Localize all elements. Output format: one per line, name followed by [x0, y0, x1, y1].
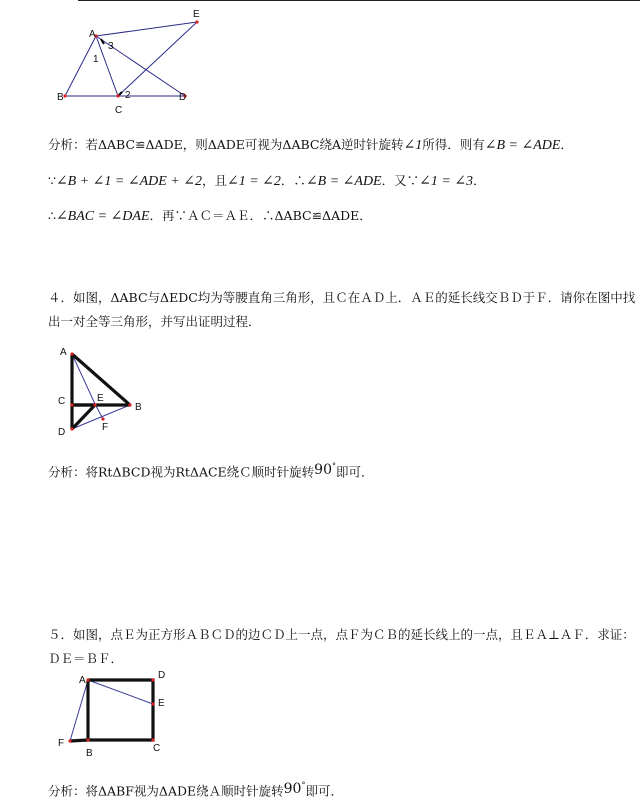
point-B: [128, 403, 131, 406]
point-C: [151, 738, 154, 741]
point-D: [70, 427, 73, 430]
segment-AB: [65, 36, 96, 96]
angle-label-1: 1: [93, 54, 99, 65]
label-C: C: [153, 743, 161, 754]
label-C: C: [58, 396, 66, 407]
label-B: B: [86, 748, 93, 759]
segment-FB: [70, 740, 88, 741]
label-A: A: [89, 29, 96, 40]
top-rule: [78, 0, 640, 1]
point-F: [68, 739, 71, 742]
segment-AE: [72, 354, 95, 404]
problem-5-text: ５．如图，点Ｅ为正方形ＡＢＣＤ的边ＣＤ上一点，点Ｆ为ＣＢ的延长线上的一点，且ＥＡ⊥ＡＦ．求证：ＤＥ＝ＢＦ．: [48, 627, 635, 666]
label-E: E: [97, 393, 104, 404]
label-A: A: [79, 675, 86, 686]
point-B: [63, 94, 66, 97]
angle-label-2: 2: [125, 90, 131, 101]
label-F: F: [102, 422, 109, 433]
analysis-3-line-2: ∵∠B + ∠1 = ∠ADE + ∠2，且∠1 = ∠2．∴∠B = ∠ADE．又∵∠1 = ∠3．: [48, 173, 486, 189]
label-B: B: [135, 402, 142, 413]
point-F: [101, 417, 104, 420]
point-A: [86, 678, 89, 681]
label-D: D: [179, 92, 187, 103]
analysis-3-line-3: ∴∠BAC = ∠DAE．再∵ＡＣ＝ＡＥ．∴ΔABC≌ΔADE．: [48, 208, 372, 224]
label-D: D: [58, 427, 66, 438]
point-E: [151, 702, 154, 705]
figure-1: [55, 6, 205, 116]
segment-DB: [72, 405, 130, 429]
square-ABCD: [88, 680, 153, 740]
angle-label-3: 3: [108, 41, 114, 52]
figure-3: [55, 666, 175, 762]
figure-2: [55, 344, 155, 440]
label-F: F: [58, 738, 65, 749]
problem-4-text: ４．如图，ΔABC与ΔEDC均为等腰直角三角形，且Ｃ在ＡＤ上．ＡＥ的延长线交ＢＤ于Ｆ．请你在图中找出一对全等三角形，并写出证明过程．: [48, 290, 636, 329]
label-E: E: [193, 9, 200, 20]
point-C: [70, 403, 73, 406]
segment-ED: [72, 405, 95, 429]
analysis-3-line-1: 分析：若ΔABC≌ΔADE，则ΔADE可视为ΔABC绕A逆时针旋转∠1所得．则有∠B = ∠ADE．: [48, 137, 573, 153]
analysis-5: 分析：将ΔABF视为ΔADE绕Ａ顺时针旋转90°即可．: [48, 780, 343, 799]
analysis-4: 分析：将RtΔBCD视为RtΔACE绕Ｃ顺时针旋转90°即可．: [48, 461, 374, 480]
segment-AF: [70, 680, 88, 741]
label-A: A: [60, 347, 67, 358]
point-E: [195, 20, 198, 23]
label-C: C: [115, 105, 123, 116]
point-B: [86, 738, 89, 741]
segment-AC: [96, 36, 118, 96]
angle-mark-3: [101, 39, 104, 44]
label-E: E: [158, 698, 165, 709]
segment-AE: [96, 22, 197, 36]
point-D: [151, 678, 154, 681]
label-D: D: [158, 670, 166, 681]
point-C: [116, 94, 119, 97]
segment-AE: [88, 680, 153, 704]
label-B: B: [57, 92, 64, 103]
point-A: [70, 352, 73, 355]
